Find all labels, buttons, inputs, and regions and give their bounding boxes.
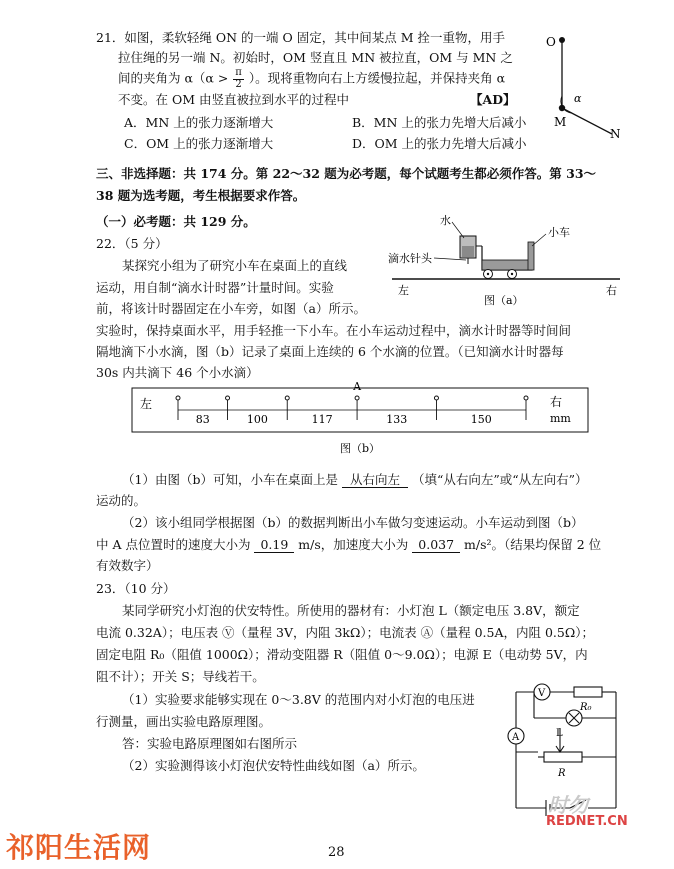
q21-option-d: D．OM 上的张力先增大后减小 [352, 136, 527, 151]
q22-sub2-answer-velocity: 0.19 [254, 537, 294, 553]
part1-title: （一）必考题：共 129 分。 [96, 214, 256, 229]
q23-circuit-rheostat: R [558, 768, 566, 779]
q21-fraction-denominator: 2 [235, 78, 242, 90]
drop-gap-label: 100 [246, 413, 268, 426]
q21-line3-part2: ）。现将重物向右上方缓慢拉起，并保持夹角 α [248, 70, 506, 86]
q21-label-m: M [554, 115, 567, 129]
q22-sub1-line2: 运动的。 [96, 493, 147, 508]
q23-sub1-line2: 行测量，画出实验电路原理图。 [96, 714, 272, 729]
q22-p1: 某探究小组为了研究小车在桌面上的直线 [122, 258, 348, 273]
q22-sub1-answer: 从右向左 [342, 472, 408, 488]
q22-p5: 隔地滴下小水滴，图（b）记录了桌面上连续的 6 个水滴的位置。（已知滴水计时器每 [96, 344, 564, 359]
q22-fig-b-point-a: A [353, 380, 362, 393]
q22-figure-b [130, 380, 590, 460]
q22-fig-a-dripper-label: 滴水针头 [388, 252, 432, 265]
page-number: 28 [328, 845, 345, 860]
q22-sub1-hint: （填“从右向左”或“从左向右”） [411, 472, 588, 487]
q22-header: 22．（5 分） [96, 236, 168, 251]
q23-p2: 电流 0.32A）；电压表 Ⓥ（量程 3V，内阻 3kΩ）；电流表 Ⓐ（量程 0.5A，内阻 0.5Ω）； [96, 625, 594, 640]
q22-fig-a-car-label: 小车 [548, 226, 570, 239]
q21-line4: 不变。在 OM 由竖直被拉到水平的过程中 [118, 92, 349, 107]
q21-line3 [118, 68, 505, 90]
q22-sub1-text: （1）由图（b）可知，小车在桌面上是 [122, 472, 338, 487]
q23-p1: 某同学研究小灯泡的伏安特性。所使用的器材有：小灯泡 L（额定电压 3.8V，额定 [122, 603, 580, 618]
q23-answer: 答：实验电路原理图如右图所示 [122, 736, 298, 751]
q23-header: 23．（10 分） [96, 581, 176, 596]
q22-sub1-line1 [122, 470, 588, 489]
q21-fraction [233, 68, 244, 90]
q23-circuit-ammeter: A [512, 732, 520, 743]
watermark-left-logo: 祁阳生活网 [6, 831, 152, 864]
q21-line1: 21．如图，柔软轻绳 ON 的一端 O 固定，其中间某点 M 拴一重物，用手 [96, 30, 505, 45]
q21-label-o: O [546, 35, 556, 49]
q23-sub2: （2）实验测得该小灯泡伏安特性曲线如图（a）所示。 [122, 758, 425, 773]
q21-option-c: C．OM 上的张力逐渐增大 [124, 136, 274, 151]
drop-marker [285, 396, 289, 400]
q22-p3: 前，将该计时器固定在小车旁，如图（a）所示。 [96, 301, 366, 316]
q21-line2: 拉住绳的另一端 N。初始时，OM 竖直且 MN 被拉直，OM 与 MN 之 [118, 50, 513, 65]
q22-fig-a-left-label: 左 [398, 284, 409, 297]
q21-option-b: B．MN 上的张力先增大后减小 [352, 115, 527, 130]
q22-fig-b-left-label: 左 [140, 397, 153, 411]
q22-fig-b-caption: 图（b） [340, 442, 381, 455]
q22-sub2-text1: 中 A 点位置时的速度大小为 [96, 537, 251, 552]
q22-sub2-text2: m/s，加速度大小为 [298, 537, 409, 552]
drop-marker [226, 396, 230, 400]
q23-circuit-lamp: L [556, 728, 563, 739]
q23-circuit-voltmeter: V [538, 688, 546, 699]
q21-fraction-numerator: π [235, 67, 242, 78]
q22-p6: 30s 内共滴下 46 个小水滴） [96, 365, 259, 380]
q22-sub2-line2 [96, 535, 601, 554]
drop-marker [355, 396, 359, 400]
q21-option-a: A．MN 上的张力逐渐增大 [124, 115, 274, 130]
q22-sub2-line1: （2）该小组同学根据图（b）的数据判断出小车做匀变速运动。小车运动到图（b） [122, 515, 584, 530]
q23-circuit-r0: R₀ [580, 702, 592, 713]
q23-sub1-line1: （1）实验要求能够实现在 0～3.8V 的范围内对小灯泡的电压进 [122, 692, 475, 707]
watermark-right-logo: 时勿 [548, 793, 588, 817]
drop-marker [434, 396, 438, 400]
q23-p3: 固定电阻 R₀（阻值 1000Ω）；滑动变阻器 R（阻值 0～9.0Ω）；电源 E（电动势 5V，内 [96, 647, 588, 662]
q22-fig-a-caption: 图（a） [484, 294, 524, 307]
section3-line1: 三、非选择题：共 174 分。第 22～32 题为必考题，每个试题考生都必须作答。第 33～ [96, 166, 597, 181]
q22-fig-b-unit: mm [550, 412, 571, 425]
q23-p4: 阻不计）；开关 S；导线若干。 [96, 669, 265, 684]
drop-gap-label: 117 [311, 413, 333, 426]
q22-fig-a-water-label: 水 [440, 214, 451, 227]
q21-label-alpha: α [574, 92, 582, 105]
q22-figure-a [388, 212, 624, 308]
drop-gap-label: 133 [386, 413, 408, 426]
q22-p2: 运动，用自制“滴水计时器”计量时间。实验 [96, 280, 334, 295]
q21-rope-figure [530, 26, 630, 142]
drop-gap-label: 150 [470, 413, 492, 426]
q21-answer: 【AD】 [470, 92, 516, 107]
section3-line2: 38 题为选考题，考生根据要求作答。 [96, 188, 306, 203]
q22-fig-a-right-label: 右 [606, 284, 617, 297]
q22-fig-b-drops [176, 396, 528, 426]
watermark-right-text: REDNET.CN [546, 814, 628, 829]
q22-sub2-answer-acceleration: 0.037 [412, 537, 460, 553]
drop-marker [524, 396, 528, 400]
q22-sub2-line3: 有效数字） [96, 558, 159, 573]
q21-label-n: N [610, 127, 621, 141]
drop-marker [176, 396, 180, 400]
drop-gap-label: 83 [195, 413, 210, 426]
q22-sub2-text3: m/s²。（结果均保留 2 位 [464, 537, 602, 552]
q22-p4: 实验时，保持桌面水平，用手轻推一下小车。在小车运动过程中，滴水计时器等时间间 [96, 323, 572, 338]
q22-fig-b-right-label: 右 [550, 395, 563, 409]
q21-line3-part1: 间的夹角为 α（α > [118, 70, 229, 86]
